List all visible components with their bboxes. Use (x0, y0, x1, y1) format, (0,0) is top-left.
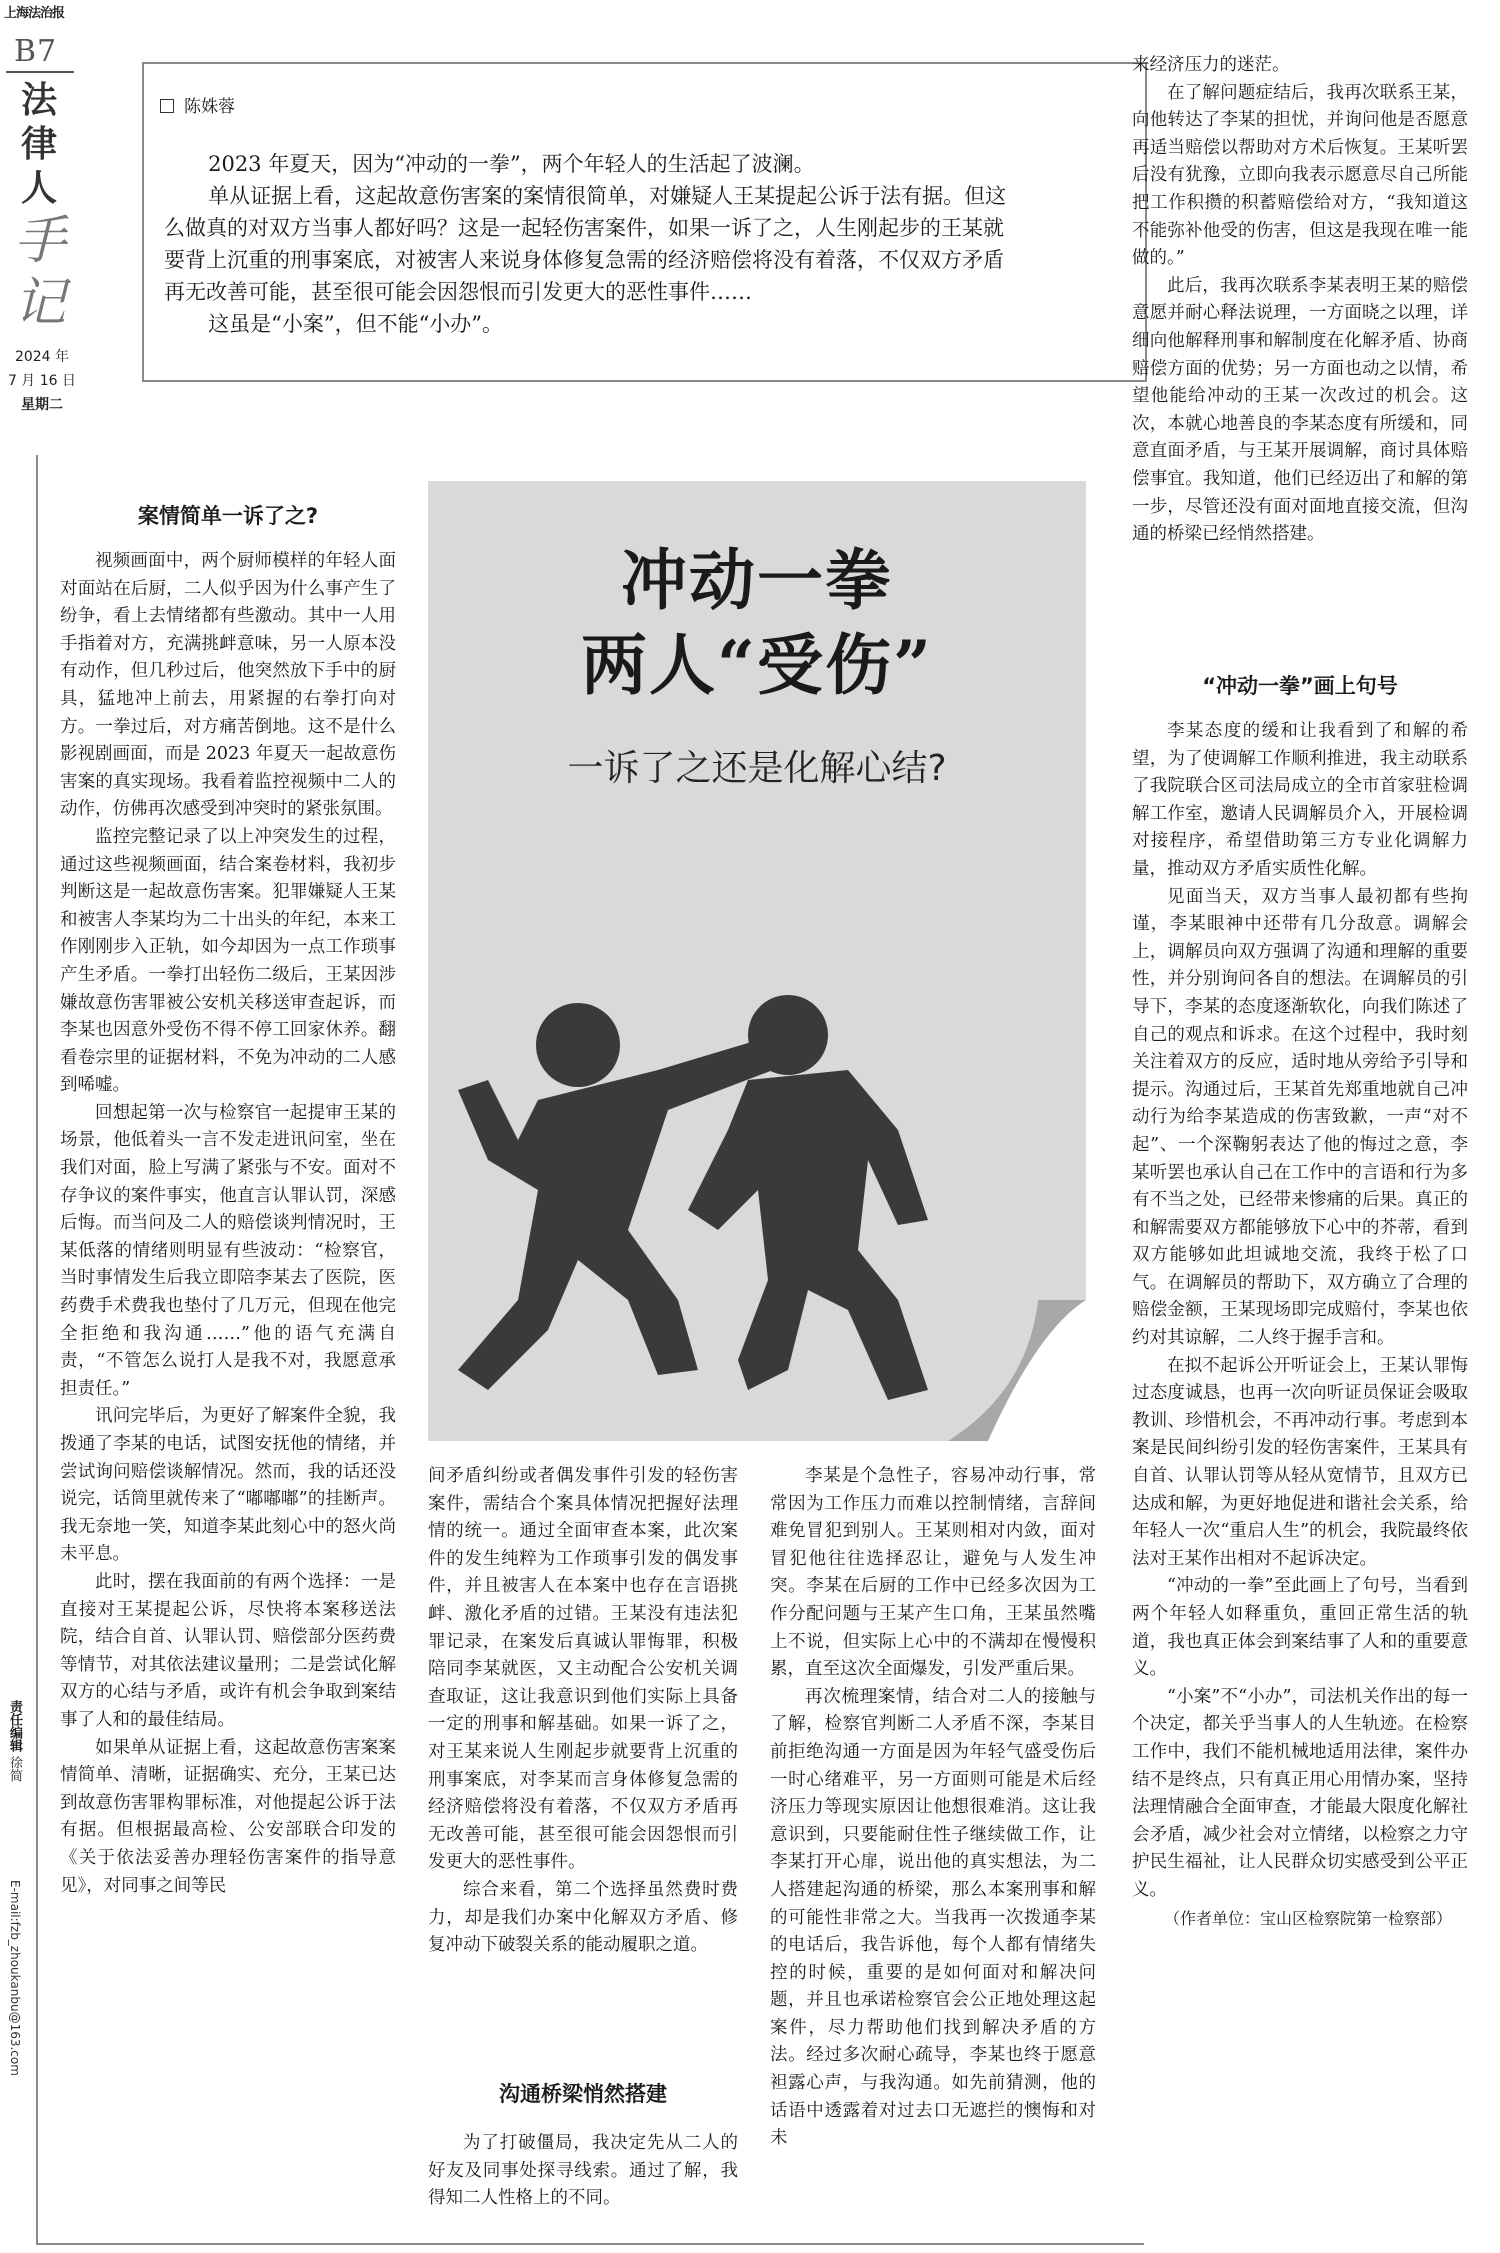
lede-paragraph: 这虽是“小案”，但不能“小办”。 (208, 312, 504, 336)
issue-date (6, 345, 78, 417)
date-day: 7 月 16 日 (7, 373, 77, 389)
section-char: 法 (20, 79, 57, 121)
headline-line-2: 两人“受伤” (581, 626, 933, 704)
body-paragraph: 再次梳理案情，结合对二人的接触与了解，检察官判断二人矛盾不深，李某目前拒绝沟通一方面是因为年轻气盛受伤后一时心绪难平，另一方面则可能是术后经济压力等现实原因让他想很难消。这让我意识到，只要能耐住性子继续做工作，让李某打开心扉，说出他的真实想法，为二人搭建起沟通的桥梁，那么本案刑事和解的可能性非常之大。当我再一次拨通李某的电话后，我告诉他，每个人都有情绪失控的时候，重要的是如何面对和解决问题，并且也承诺检察官会公正地处理这起案件，尽力帮助他们找到解决矛盾的方法。经过多次耐心疏导，李某也终于愿意袒露心声，与我沟通。如先前猜测，他的话语中透露着对过去口无遮拦的懊悔和对未 (770, 1686, 1096, 2149)
body-paragraph: 视频画面中，两个厨师模样的年轻人面对面站在后厨，二人似乎因为什么事产生了纷争，看上去情绪都有些激动。其中一人用手指着对方，充满挑衅意味，另一人原本没有动作，但几秒过后，他突然放下手中的厨具，猛地冲上前去，用紧握的右拳打向对方。一拳过后，对方痛苦倒地。这不是什么影视剧画面，而是 2023 年夏天一起故意伤害案的真实现场。我看着监控视频中二人的动作，仿佛再次感受到冲突时的紧张氛围。 (60, 551, 396, 820)
editor-name: 徐简 (7, 1756, 22, 1783)
fighting-figures-illustration (428, 830, 1086, 1441)
author-name: 陈姝蓉 (184, 97, 235, 117)
column-2b (428, 2130, 738, 2213)
body-paragraph: 回想起第一次与检察官一起提审王某的场景，他低着头一言不发走进讯问室，坐在我们对面，脸上写满了紧张与不安。面对不存争议的案件事实，他直言认罪认罚，深感后悔。而当问及二人的赔偿谈判情况时，王某低落的情绪则明显有些波动：“检察官，当时事情发生后我立即陪李某去了医院，医药费手术费我也垫付了几万元，但现在他完全拒绝和我沟通……”他的语气充满自责，“不管怎么说打人是我不对，我愿意承担责任。” (60, 1102, 396, 1399)
subhead-1: 案情简单一诉了之? (137, 504, 319, 528)
frame-line (142, 62, 1146, 64)
body-paragraph: “冲动的一拳”至此画上了句号，当看到两个年轻人如释重负，重回正常生活的轨道，我也真正体会到案结事了人和的重要意义。 (1132, 1576, 1468, 1680)
section-char: 人 (20, 167, 57, 209)
body-paragraph: 此后，我再次联系李某表明王某的赔偿意愿并耐心释法说理，一方面晓之以理，详细向他解释刑事和解制度在化解矛盾、协商赔偿方面的优势；另一方面也动之以情，希望他能给冲动的王某一次改过的机会。这次，本就心地善良的李某态度有所缓和，同意直面矛盾，与王某开展调解，商讨具体赔偿事宜。我知道，他们已经迈出了和解的第一步，尽管还没有面对面地直接交流，但沟通的桥梁已经悄然搭建。 (1132, 275, 1468, 545)
divider (6, 71, 74, 73)
column-1 (60, 548, 396, 1900)
section-char: 手 (14, 211, 67, 271)
lede-paragraph: 2023 年夏天，因为“冲动的一拳”，两个年轻人的生活起了波澜。 (208, 152, 815, 176)
body-paragraph: 李某态度的缓和让我看到了和解的希望，为了使调解工作顺利推进，我主动联系了我院联合区司法局成立的全市首家驻检调解工作室，邀请人民调解员介入，开展检调对接程序，希望借助第三方专业化调解力量，推动双方矛盾实质性化解。 (1132, 721, 1468, 879)
body-paragraph: 来经济压力的迷茫。 (1132, 55, 1290, 75)
editor-label: 责任编辑 (7, 1700, 22, 1752)
frame-line (36, 2243, 1144, 2245)
frame-line (36, 455, 38, 2245)
column-2 (428, 1463, 738, 1960)
body-paragraph: 为了打破僵局，我决定先从二人的好友及同事处探寻线索。通过了解，我得知二人性格上的不同。 (428, 2133, 738, 2209)
subhead-3: “冲动一拳”画上句号 (1202, 674, 1398, 698)
body-paragraph: 如果单从证据上看，这起故意伤害案案情简单、清晰，证据确实、充分，王某已达到故意伤害罪构罪标准，对他提起公诉于法有据。但根据最高检、公安部联合印发的《关于依法妥善办理轻伤害案件的指导意见》，对同事之间等民 (60, 1737, 396, 1896)
author-unit: （作者单位：宝山区检察院第一检察部） (1164, 1908, 1453, 1928)
lede (164, 148, 1022, 340)
body-paragraph: 李某是个急性子，容易冲动行事，常常因为工作压力而难以控制情绪，言辞间难免冒犯到别人。王某则相对内敛，面对冒犯他往往选择忍让，避免与人发生冲突。李某在后厨的工作中已经多次因为工作分配问题与王某产生口角，王某虽然嘴上不说，但实际上心中的不满却在慢慢积累，直至这次全面爆发，引发严重后果。 (770, 1466, 1096, 1680)
section-char: 律 (20, 123, 57, 165)
frame-line (142, 380, 1145, 382)
subhead-2: 沟通桥梁悄然搭建 (499, 2082, 667, 2106)
section-char: 记 (14, 273, 67, 333)
headline-line-1: 冲动一拳 (621, 541, 893, 619)
editor-email: E-mail:fzb_zhoukanbu@163.com (8, 1880, 22, 2076)
date-weekday: 星期二 (21, 397, 63, 413)
section-title (14, 78, 67, 334)
body-paragraph: 间矛盾纠纷或者偶发事件引发的轻伤害案件，需结合个案具体情况把握好法理情的统一。通过全面审查本案，此次案件的发生纯粹为工作琐事引发的偶发事件，并且被害人在本案中也存在言语挑衅、激化矛盾的过错。王某没有违法犯罪记录，在案发后真诚认罪悔罪，积极陪同李某就医，又主动配合公安机关调查取证，这让我意识到他们实际上具备一定的刑事和解基础。如果一诉了之，对王某来说人生刚起步就要背上沉重的刑事案底，对李某而言身体修复急需的经济赔偿将没有着落，不仅双方矛盾再无改善可能，甚至很可能会因怨恨而引发更大的恶性事件。 (428, 1466, 738, 1873)
lede-paragraph: 单从证据上看，这起故意伤害案的案情很简单，对嫌疑人王某提起公诉于法有据。但这么做真的对双方当事人都好吗？这是一起轻伤害案件，如果一诉了之，人生刚起步的王某就要背上沉重的刑事案底，对被害人来说身体修复急需的经济赔偿将没有着落，不仅双方矛盾再无改善可能，甚至很可能会因怨恨而引发更大的恶性事件…… (164, 184, 1007, 304)
body-paragraph: 监控完整记录了以上冲突发生的过程，通过这些视频画面，结合案卷材料，我初步判断这是一起故意伤害案。犯罪嫌疑人王某和被害人李某均为二十出头的年纪，本来工作刚刚步入正轨，如今却因为一点工作琐事产生矛盾。一拳打出轻伤二级后，王某因涉嫌故意伤害罪被公安机关移送审查起诉，而李某也因意外受伤不得不停工回家休养。翻看卷宗里的证据材料，不免为冲动的二人感到唏嘘。 (60, 826, 396, 1096)
body-paragraph: 在了解问题症结后，我再次联系王某，向他转达了李某的担忧，并询问他是否愿意再适当赔偿以帮助对方术后恢复。王某听罢后没有犹豫，立即向我表示愿意尽自己所能把工作积攒的积蓄赔偿给对方，“我知道这不能弥补他受的伤害，但这是我现在唯一能做的。” (1132, 82, 1468, 269)
editor-credit (0, 1700, 22, 1782)
square-icon (160, 99, 174, 113)
masthead-logo: 上海法治报 (4, 6, 65, 21)
column-3 (770, 1463, 1096, 2153)
frame-line (142, 62, 144, 380)
column-4 (1132, 52, 1468, 549)
date-year: 2024 年 (14, 349, 70, 365)
page-number: B7 (14, 34, 58, 69)
body-paragraph: 综合来看，第二个选择虽然费时费力，却是我们办案中化解双方矛盾、修复冲动下破裂关系的能动履职之道。 (428, 1879, 738, 1956)
body-paragraph: 在拟不起诉公开听证会上，王某认罪悔过态度诚恳，也再一次向听证员保证会吸取教训、珍惜机会，不再冲动行事。考虑到本案是民间纠纷引发的轻伤害案件，王某具有自首、认罪认罚等从轻从宽情节，且双方已达成和解，为更好地促进和谐社会关系，给年轻人一次“重启人生”的机会，我院最终依法对王某作出相对不起诉决定。 (1132, 1355, 1468, 1569)
body-paragraph: 见面当天，双方当事人最初都有些拘谨，李某眼神中还带有几分敌意。调解会上，调解员向双方强调了沟通和理解的重要性，并分别询问各自的想法。在调解员的引导下，李某的态度逐渐软化，向我们陈述了自己的观点和诉求。在这个过程中，我时刻关注着双方的反应，适时地从旁给予引导和提示。沟通过后，王某首先郑重地就自己冲动行为给李某造成的伤害致歉，一声“对不起”、一个深鞠躬表达了他的悔过之意，李某听罢也承认自己在工作中的言语和行为多有不当之处，已经带来惨痛的后果。真正的和解需要双方都能够放下心中的芥蒂，看到双方能够如此坦诚地交流，我终于松了口气。在调解员的帮助下，双方确立了合理的赔偿金额，王某现场即完成赔付，李某也依约对其谅解，二人终于握手言和。 (1132, 886, 1468, 1349)
body-paragraph: 讯问完毕后，为更好了解案件全貌，我拨通了李某的电话，试图安抚他的情绪，并尝试询问赔偿谈解情况。然而，我的话还没说完，话筒里就传来了“嘟嘟嘟”的挂断声。我无奈地一笑，知道李某此刻心中的怒火尚未平息。 (60, 1406, 396, 1565)
byline (160, 92, 235, 117)
column-4b (1132, 718, 1468, 1932)
headline-deck: 一诉了之还是化解心结? (567, 748, 947, 789)
body-paragraph: “小案”不“小办”，司法机关作出的每一个决定，都关乎当事人的人生轨迹。在检察工作中，我们不能机械地适用法律，案件办结不是终点，只有真正用心用情办案，坚持法理情融合全面审查，才能最大限度化解社会矛盾，减少社会对立情绪，以检察之力守护民生福祉，让人民群众切实感受到公平正义。 (1132, 1686, 1468, 1900)
body-paragraph: 此时，摆在我面前的有两个选择：一是直接对王某提起公诉，尽快将本案移送法院，结合自首、认罪认罚、赔偿部分医药费等情节，对其依法建议量刑；二是尝试化解双方的心结与矛盾，或许有机会争取到案结事了人和的最佳结局。 (60, 1571, 396, 1730)
